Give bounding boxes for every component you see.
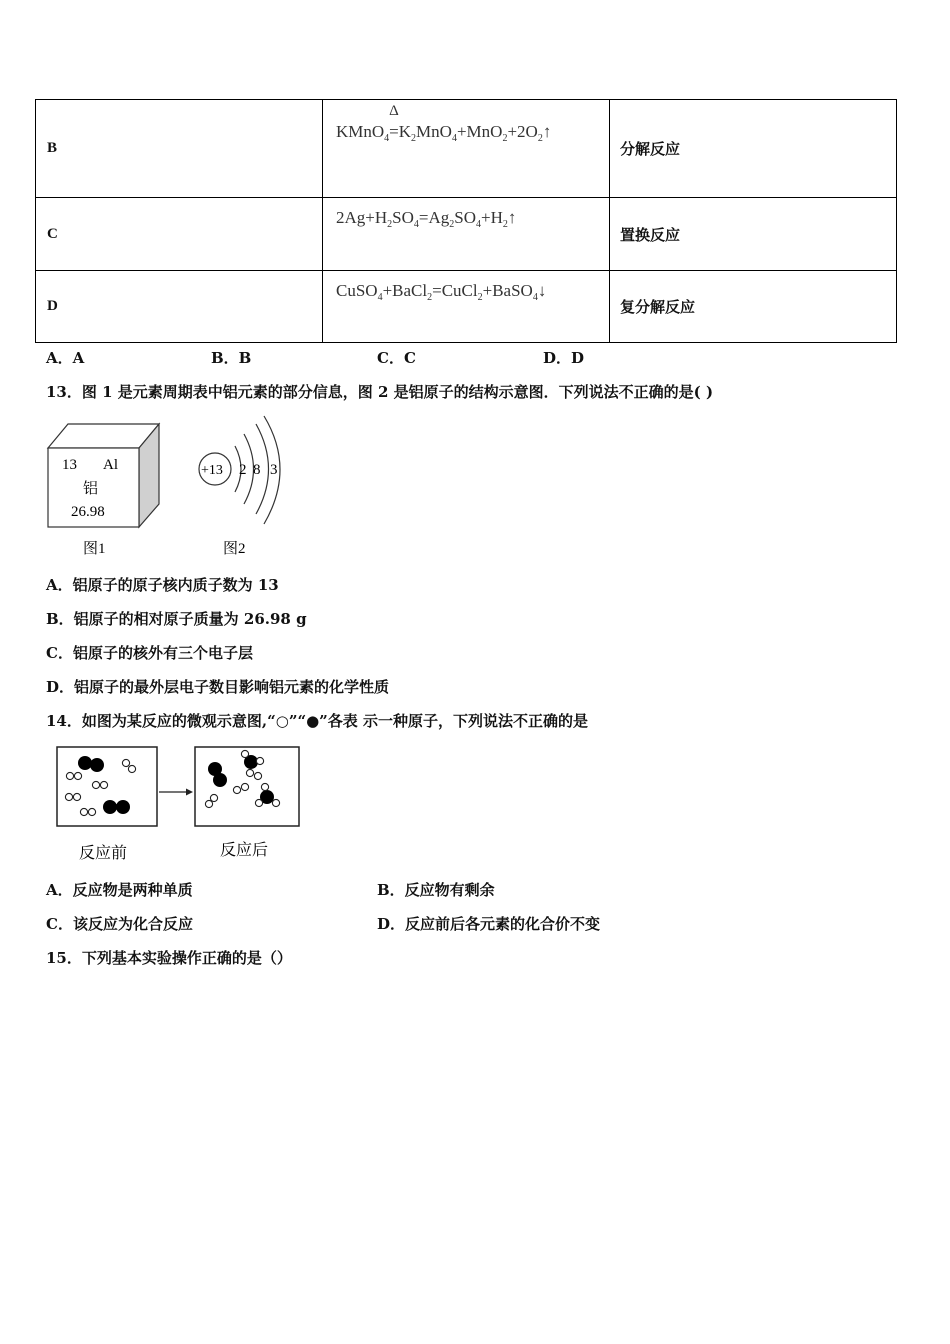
q13-option-a[interactable]: A．铝原子的原子核内质子数为 13 — [46, 576, 279, 594]
q14-option-a[interactable]: A．反应物是两种单质 — [46, 881, 193, 899]
reaction-type: 分解反应 — [610, 100, 897, 198]
table-row — [36, 271, 897, 343]
table-row — [36, 100, 897, 198]
periodic-table-cell — [48, 424, 159, 527]
reaction-type: 复分解反应 — [610, 271, 897, 343]
q13-option-b[interactable]: B．铝原子的相对原子质量为 26.98 g — [46, 610, 307, 628]
gas-arrow: ↑ — [507, 208, 517, 227]
shell-3-electrons: 3 — [270, 462, 278, 478]
after-caption: 反应后 — [220, 842, 269, 859]
reaction-type: 置换反应 — [610, 198, 897, 271]
nucleus-charge: +13 — [201, 463, 223, 478]
arrow-icon — [186, 789, 193, 796]
q13-option-d[interactable]: D．铝原子的最外层电子数目影响铝元素的化学性质 — [46, 678, 390, 696]
reaction-table — [35, 99, 897, 343]
q14-option-c[interactable]: C．该反应为化合反应 — [46, 915, 193, 933]
shell-1-electrons: 2 — [239, 462, 247, 478]
element-name: 铝 — [83, 481, 99, 497]
q14-stem: 14．如图为某反应的微观示意图,“○”“●”各表 示一种原子，下列说法不正确的是 — [46, 712, 589, 730]
chemical-equation: CuSO$_4$+BaCl$_2$=CuCl$_2$+BaSO$_4$↓ — [323, 271, 610, 343]
option-d[interactable]: D．D — [543, 349, 585, 367]
table-row — [36, 198, 897, 271]
element-symbol: Al — [103, 457, 118, 473]
q13-option-c[interactable]: C．铝原子的核外有三个电子层 — [46, 644, 253, 662]
row-label: D — [36, 271, 323, 343]
q14-option-b[interactable]: B．反应物有剩余 — [377, 881, 495, 899]
atomic-mass: 26.98 — [71, 504, 105, 520]
atom-structure-diagram — [199, 416, 280, 524]
q13-stem: 13．图 1 是元素周期表中铝元素的部分信息，图 2 是铝原子的结构示意图．下列说法不正确的是( ) — [46, 383, 714, 401]
option-a[interactable]: A．A — [46, 349, 85, 367]
before-caption: 反应前 — [79, 845, 128, 862]
option-b[interactable]: B．B — [211, 349, 252, 367]
chemical-equation: $2Ag+H_2SO_4=Ag_2SO_4+H_2↑$ — [323, 198, 610, 271]
atomic-number: 13 — [62, 457, 77, 473]
row-label: C — [36, 198, 323, 271]
shell-2-electrons: 8 — [253, 462, 261, 478]
precipitate-arrow: ↓ — [537, 281, 547, 300]
gas-arrow: ↑ — [542, 122, 552, 141]
figure-2-caption: 图2 — [223, 541, 246, 557]
aluminum-figures — [44, 412, 284, 560]
option-c[interactable]: C．C — [377, 349, 416, 367]
figure-1-caption: 图1 — [83, 541, 106, 557]
row-label: B — [36, 100, 323, 198]
reaction-micro-diagram — [52, 742, 308, 866]
q14-option-d[interactable]: D．反应前后各元素的化合价不变 — [377, 915, 601, 933]
chemical-equation: KMnO$_4$ Δ $=K_2MnO_4+MnO_2+2O_2↑$ — [323, 100, 610, 198]
heat-condition: Δ — [389, 103, 399, 119]
q15-stem: 15．下列基本实验操作正确的是（） — [46, 949, 292, 967]
